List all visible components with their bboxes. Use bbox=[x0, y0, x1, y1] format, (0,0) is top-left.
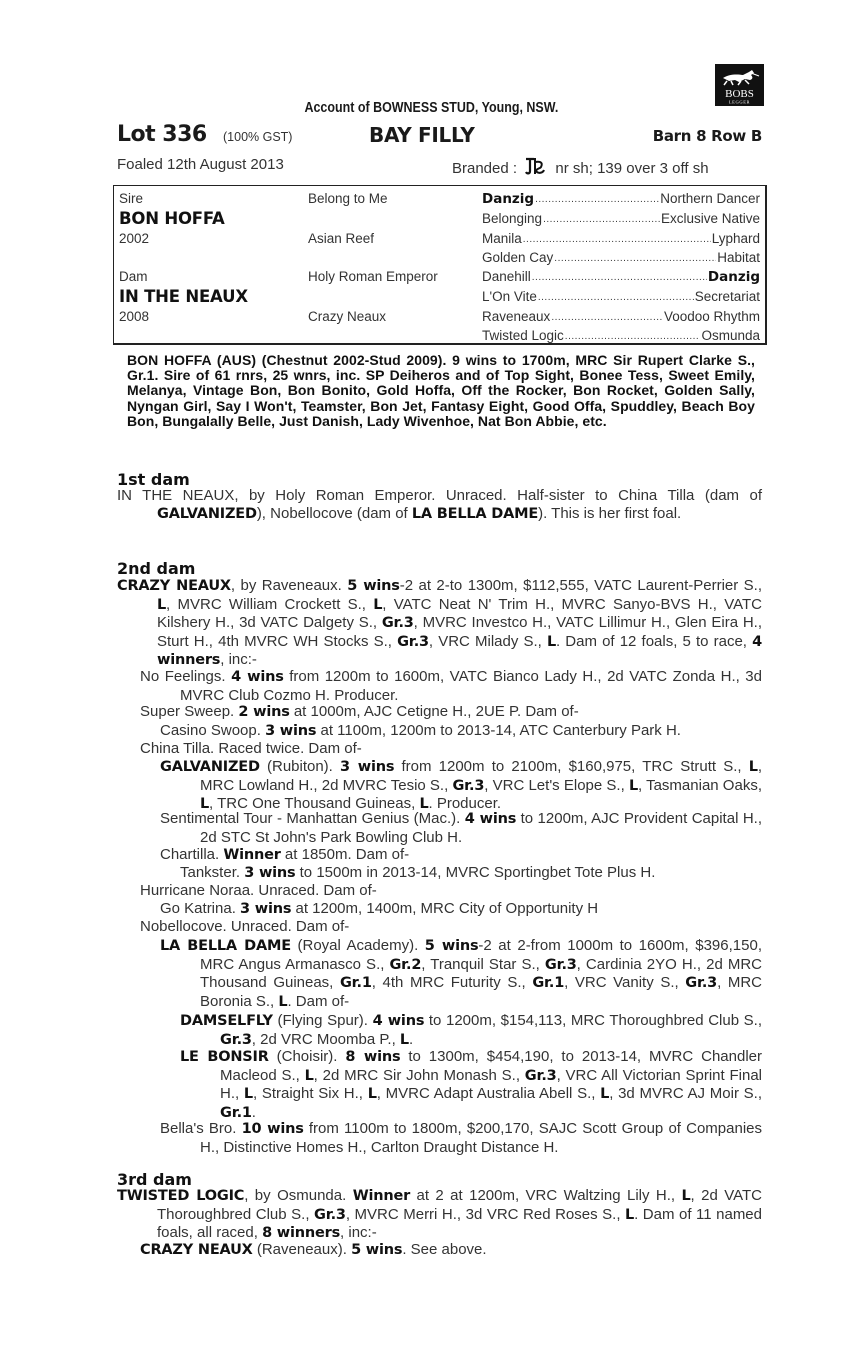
bold-run: L bbox=[546, 633, 556, 650]
text-run: to 1500m in 2013-14, MVRC Sportingbet Tote Plus H. bbox=[295, 864, 656, 881]
bold-run: L bbox=[625, 1206, 635, 1223]
text-run: from 1100m to 1800m, $200,170, SAJC Scott Group of Companies H., Distinctive Homes H., Carlton Draught Distance H. bbox=[200, 1120, 762, 1156]
bold-run: Gr.1 bbox=[532, 975, 565, 991]
text-run: , MVRC William Crockett S., bbox=[166, 595, 374, 613]
great-grandparent-row bbox=[482, 269, 760, 285]
section-heading-3rd-dam: 3rd dam bbox=[117, 1170, 192, 1189]
section-heading-1st-dam: 1st dam bbox=[117, 470, 190, 489]
text-run: -2 at 2-to 1300m, $112,555, VATC Laurent-Perrier S., bbox=[399, 577, 762, 594]
pedigree-entry bbox=[160, 758, 762, 814]
bold-run: Gr.3 bbox=[524, 1067, 557, 1084]
lot-number: Lot 336 bbox=[117, 122, 207, 147]
text-run: . bbox=[408, 1030, 414, 1048]
great-grandparent-sire: Danzig bbox=[707, 269, 760, 285]
bold-run: L bbox=[681, 1188, 691, 1204]
lot-line bbox=[117, 122, 762, 148]
bold-run: L bbox=[600, 1086, 610, 1102]
text-run: , Cardinia 2YO H., 2d MRC Thousand Guineas, bbox=[200, 955, 762, 991]
bold-run: 5 wins bbox=[424, 938, 479, 954]
bold-run: 2 wins bbox=[238, 704, 290, 720]
leader-dots bbox=[543, 211, 660, 226]
text-run: Chartilla. bbox=[160, 846, 224, 863]
text-run: -2 at 2-from 1000m to 1600m, $396,150, MRC Angus Armanasco S., bbox=[200, 937, 762, 973]
barn-location: Barn 8 Row B bbox=[652, 127, 762, 145]
svg-text:BOBS: BOBS bbox=[725, 88, 754, 100]
text-run: . Dam of 12 foals, 5 to race, bbox=[555, 632, 753, 650]
pedigree-entry bbox=[140, 668, 762, 704]
dam-year: 2008 bbox=[119, 309, 150, 324]
text-run: at 2 at 1200m, VRC Waltzing Lily H., bbox=[410, 1187, 682, 1204]
text-run: , VATC Neat N' Trim H., MVRC Sanyo-BVS H., VATC Kilshery H., 3d VATC Dalgety S., bbox=[157, 595, 762, 631]
text-run: Hurricane Noraa. Unraced. Dam of- bbox=[140, 882, 377, 899]
bold-run: 3 wins bbox=[244, 865, 296, 881]
text-run: ), Nobellocove (dam of bbox=[256, 504, 412, 522]
text-run: , 4th MRC Futurity S., bbox=[371, 974, 533, 991]
text-run: , VRC Milady S., bbox=[428, 632, 547, 650]
bold-run: 4 wins bbox=[231, 669, 284, 685]
bold-run: TWISTED LOGIC bbox=[117, 1188, 245, 1204]
pedigree-entry bbox=[160, 900, 762, 919]
vendor-account: Account of BOWNESS STUD, Young, NSW. bbox=[304, 100, 559, 116]
bold-run: 4 wins bbox=[372, 1013, 425, 1029]
bold-run: 8 wins bbox=[345, 1049, 401, 1065]
text-run: , 3d MVRC AJ Moir S., bbox=[609, 1085, 762, 1102]
pedigree-entry bbox=[180, 1048, 762, 1122]
pedigree-entry bbox=[117, 1187, 762, 1243]
bold-run: L bbox=[278, 993, 288, 1010]
text-run: , MVRC Investco H., VATC Lillimur H., Glen Eira H., Sturt H., 4th MVRC WH Stocks S., bbox=[157, 614, 762, 650]
pedigree-entry bbox=[117, 487, 762, 523]
leader-dots bbox=[565, 328, 701, 343]
bold-run: Gr.3 bbox=[381, 615, 414, 631]
great-grandparent-row bbox=[482, 231, 760, 246]
text-run: (Raveneaux). bbox=[252, 1241, 352, 1258]
grandsire-maternal: Holy Roman Emperor bbox=[308, 269, 438, 284]
great-grandparent-name: Raveneaux bbox=[482, 309, 551, 324]
text-run: Super Sweep. bbox=[140, 703, 239, 720]
text-run: , by Osmunda. bbox=[244, 1187, 353, 1204]
text-run: at 1850m. Dam of- bbox=[280, 846, 410, 863]
text-run: Bella's Bro. bbox=[160, 1120, 242, 1137]
text-run: , 2d VATC Thoroughbred Club S., bbox=[157, 1187, 762, 1223]
bold-run: 4 wins bbox=[464, 811, 517, 827]
pedigree-entry bbox=[180, 1012, 762, 1049]
text-run: at 1100m, 1200m to 2013-14, ATC Canterbury Park H. bbox=[316, 722, 681, 739]
text-run: Casino Swoop. bbox=[160, 722, 266, 739]
bold-run: Gr.3 bbox=[544, 956, 577, 973]
text-run: at 1200m, 1400m, MRC City of Opportunity H bbox=[291, 900, 599, 917]
text-run: . See above. bbox=[402, 1241, 487, 1258]
dam-name: IN THE NEAUX bbox=[119, 287, 248, 306]
bold-run: Gr.1 bbox=[220, 1104, 252, 1121]
text-run: China Tilla. Raced twice. Dam of- bbox=[140, 740, 362, 757]
great-grandparent-row bbox=[482, 250, 760, 265]
bold-run: 3 wins bbox=[240, 901, 292, 917]
bold-run: 5 wins bbox=[351, 1242, 403, 1258]
bold-run: 5 wins bbox=[347, 578, 400, 594]
great-grandparent-sire: Lyphard bbox=[711, 231, 760, 246]
text-run: , Straight Six H., bbox=[252, 1085, 368, 1102]
text-run: , MVRC Adapt Australia Abell S., bbox=[376, 1085, 601, 1102]
branded-label: Branded : bbox=[452, 160, 518, 177]
bold-run: Gr.1 bbox=[339, 975, 372, 991]
brand-description: nr sh; 139 over 3 off sh bbox=[555, 160, 709, 177]
great-grandparent-sire: Northern Dancer bbox=[660, 191, 760, 206]
bold-run: 8 winners bbox=[262, 1225, 341, 1241]
sire-year: 2002 bbox=[119, 231, 150, 246]
text-run: IN THE NEAUX, by Holy Roman Emperor. Unraced. Half-sister to China Tilla (dam of bbox=[117, 487, 762, 504]
bold-run: Gr.3 bbox=[314, 1206, 346, 1223]
pedigree-entry bbox=[160, 846, 762, 865]
great-grandparent-name: Twisted Logic bbox=[482, 328, 564, 343]
sire-name: BON HOFFA bbox=[119, 209, 225, 228]
text-run: at 1000m, AJC Cetigne H., 2UE P. Dam of- bbox=[289, 703, 579, 720]
grandsire-paternal: Belong to Me bbox=[308, 191, 388, 206]
great-grandparent-name: Danzig bbox=[482, 191, 535, 207]
great-grandparent-sire: Exclusive Native bbox=[660, 211, 760, 226]
text-run: (Flying Spur). bbox=[272, 1012, 373, 1029]
text-run: , Tasmanian Oaks, bbox=[638, 776, 762, 794]
pedigree-entry bbox=[140, 918, 762, 936]
bold-run: Gr.3 bbox=[452, 777, 485, 794]
bold-run: L bbox=[243, 1086, 253, 1102]
pedigree-entry bbox=[140, 740, 762, 758]
text-run: , 2d MRC Sir John Monash S., bbox=[313, 1066, 525, 1084]
great-grandparent-row bbox=[482, 289, 760, 304]
bold-run: 3 wins bbox=[265, 723, 317, 739]
leader-dots bbox=[551, 309, 663, 324]
text-run: . Dam of- bbox=[287, 992, 350, 1010]
gst-note: (100% GST) bbox=[223, 130, 293, 144]
bold-run: 10 wins bbox=[241, 1121, 304, 1137]
pedigree-entry bbox=[140, 703, 762, 722]
text-run: (Choisir). bbox=[268, 1048, 346, 1065]
granddam-maternal: Crazy Neaux bbox=[308, 309, 387, 324]
leader-dots bbox=[532, 269, 707, 285]
bold-run: Gr.3 bbox=[685, 975, 718, 991]
leader-dots bbox=[523, 231, 711, 246]
dam-label: Dam bbox=[119, 269, 148, 284]
text-run: to 1200m, AJC Provident Capital H., 2d STC St John's Park Bowling Club H. bbox=[200, 810, 762, 846]
bold-run: L bbox=[399, 1031, 409, 1048]
great-grandparent-sire: Osmunda bbox=[701, 328, 760, 343]
bold-run: LA BELLA DAME bbox=[160, 938, 291, 954]
text-run: from 1200m to 2100m, $160,975, TRC Strutt S., bbox=[394, 758, 749, 775]
text-run: , inc:- bbox=[220, 651, 257, 668]
leader-dots bbox=[554, 250, 716, 265]
bold-run: L bbox=[367, 1086, 377, 1102]
text-run: ). This is her first foal. bbox=[538, 504, 682, 522]
pedigree-entry bbox=[117, 577, 762, 670]
bold-run: GALVANIZED bbox=[157, 505, 257, 522]
great-grandparent-row bbox=[482, 328, 760, 343]
bold-run: CRAZY NEAUX bbox=[140, 1242, 253, 1258]
bold-run: L bbox=[200, 796, 210, 812]
pedigree-entry bbox=[160, 1120, 762, 1156]
pedigree-entry bbox=[160, 937, 762, 1011]
section-heading-2nd-dam: 2nd dam bbox=[117, 559, 196, 578]
bold-run: Winner bbox=[223, 847, 281, 863]
text-run: , MVRC Merri H., 3d VRC Red Roses S., bbox=[345, 1205, 626, 1223]
text-run: Nobellocove. Unraced. Dam of- bbox=[140, 918, 350, 935]
granddam-paternal: Asian Reef bbox=[308, 231, 375, 246]
foaled-date: Foaled 12th August 2013 bbox=[117, 156, 284, 173]
pedigree-entry bbox=[160, 810, 762, 846]
bold-run: Winner bbox=[352, 1188, 411, 1204]
bold-run: L bbox=[157, 596, 167, 613]
sire-summary: BON HOFFA (AUS) (Chestnut 2002-Stud 2009). 9 wins to 1700m, MRC Sir Rupert Clarke S., Gr.1. Sire of 61 rnrs, 25 wnrs, inc. SP Deiheros and of Top Sight, Bonee Tess, Sweet Emily, Melanya, Vintage Bon, Bon Bonito, Gold Hoffa, Off the Rocker, Bon Rocket, Golden Sally, Nyngan Girl, Say I Won't, Teamster, Bon Jet, Fantasy Eight, Good Offa, Spuddley, Beach Boy Bon, Bungalally Belle, Just Danish, Lady Wivenhoe, Nat Bon Abbie, etc. bbox=[127, 352, 755, 429]
great-grandparent-sire: Secretariat bbox=[694, 289, 760, 304]
text-run: (Rubiton). bbox=[259, 758, 341, 775]
brand-info bbox=[452, 156, 762, 177]
great-grandparent-row bbox=[482, 211, 760, 226]
text-run: Sentimental Tour - Manhattan Genius (Mac.). bbox=[160, 810, 465, 827]
great-grandparent-row bbox=[482, 191, 760, 207]
text-run: , MRC Boronia S., bbox=[200, 974, 763, 1010]
bold-run: L bbox=[373, 596, 383, 613]
text-run: , by Raveneaux. bbox=[230, 577, 348, 594]
great-grandparent-sire: Habitat bbox=[717, 250, 760, 265]
bold-run: GALVANIZED bbox=[160, 759, 260, 775]
pedigree-entry bbox=[160, 722, 762, 741]
horse-description: BAY FILLY bbox=[369, 123, 475, 147]
text-run: to 1300m, $454,190, to 2013-14, MVRC Chandler Macleod S., bbox=[220, 1048, 762, 1084]
text-run: . bbox=[251, 1103, 256, 1121]
bold-run: 3 wins bbox=[340, 759, 395, 775]
pedigree-table bbox=[113, 185, 767, 345]
text-run: , inc:- bbox=[340, 1224, 377, 1241]
bold-run: L bbox=[419, 796, 429, 812]
bold-run: Gr.3 bbox=[220, 1031, 252, 1048]
great-grandparent-name: Danehill bbox=[482, 269, 531, 284]
bold-run: LA BELLA DAME bbox=[411, 505, 539, 522]
text-run: , VRC Let's Elope S., bbox=[484, 776, 629, 794]
bold-run: LE BONSIR bbox=[180, 1049, 269, 1065]
text-run: No Feelings. bbox=[140, 668, 232, 685]
bold-run: L bbox=[748, 759, 758, 775]
great-grandparent-name: Manila bbox=[482, 231, 522, 246]
great-grandparent-sire: Voodoo Rhythm bbox=[663, 309, 760, 324]
svg-text:LEGGER: LEGGER bbox=[728, 99, 751, 105]
pedigree-entry bbox=[180, 864, 762, 883]
pedigree-entry bbox=[140, 882, 762, 900]
text-run: Go Katrina. bbox=[160, 900, 241, 917]
text-run: , VRC All Victorian Sprint Final H., bbox=[220, 1066, 762, 1102]
leader-dots bbox=[538, 289, 694, 304]
text-run: , TRC One Thousand Guineas, bbox=[209, 795, 420, 812]
bold-run: CRAZY NEAUX bbox=[117, 578, 231, 594]
great-grandparent-row bbox=[482, 309, 760, 324]
bold-run: L bbox=[628, 777, 638, 794]
leader-dots bbox=[535, 191, 659, 207]
pedigree-entry bbox=[140, 1241, 762, 1260]
bold-run: Gr.2 bbox=[389, 956, 422, 973]
text-run: (Royal Academy). bbox=[290, 937, 425, 954]
text-run: . Producer. bbox=[428, 795, 502, 812]
great-grandparent-name: Golden Cay bbox=[482, 250, 554, 265]
text-run: . Dam of 11 named foals, all raced, bbox=[157, 1205, 762, 1241]
text-run: , VRC Vanity S., bbox=[564, 974, 686, 991]
bold-run: L bbox=[304, 1067, 314, 1084]
text-run: , Tranquil Star S., bbox=[421, 955, 545, 973]
great-grandparent-name: Belonging bbox=[482, 211, 543, 226]
text-run: from 1200m to 1600m, VATC Bianco Lady H., 2d VATC Zonda H., 3d MVRC Club Cozmo H. Producer. bbox=[180, 668, 762, 704]
text-run: to 1200m, $154,113, MRC Thoroughbred Club S., bbox=[424, 1012, 762, 1029]
great-grandparent-name: L'On Vite bbox=[482, 289, 537, 304]
sire-label: Sire bbox=[119, 191, 144, 206]
text-run: , MRC Lowland H., 2d MVRC Tesio S., bbox=[200, 758, 762, 794]
brand-mark-icon bbox=[525, 156, 545, 176]
bold-run: 4 winners bbox=[157, 633, 762, 668]
bold-run: Gr.3 bbox=[397, 633, 429, 650]
text-run: Tankster. bbox=[180, 864, 245, 881]
text-run: , 2d VRC Moomba P., bbox=[251, 1030, 400, 1048]
bold-run: DAMSELFLY bbox=[180, 1013, 273, 1029]
